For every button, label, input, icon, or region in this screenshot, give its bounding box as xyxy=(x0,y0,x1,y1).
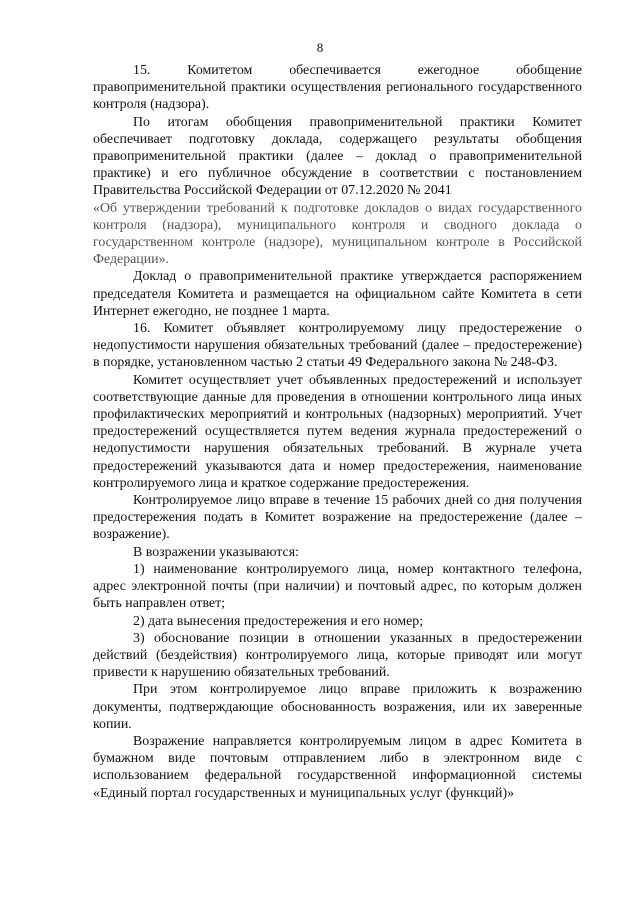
paragraph-report: По итогам обобщения правоприменительной практики Комитет обеспечивает подготовку доклада, содержащего результаты обобщения правоприменительной практики (далее – доклад о правоприменительной практике) и его публичное обсуждение в соответствии с постановлением Правительства Российской Федерации от 07.12.2020 № 2041 xyxy=(93,114,582,199)
list-item-3: 3) обоснование позиции в отношении указанных в предостережении действий (бездействия) контролируемого лица, которые приводят или могут привести к нарушению обязательных требований. xyxy=(93,630,582,681)
paragraph-attachments: При этом контролируемое лицо вправе приложить к возражению документы, подтверждающие обоснованность возражения, или их заверенные копии. xyxy=(93,682,582,732)
paragraph-objection-contents: В возражении указываются: xyxy=(133,544,299,560)
list-item-2: 2) дата вынесения предостережения и его номер; xyxy=(133,613,424,629)
paragraph-warnings-accounting: Комитет осуществляет учет объявленных предостережений и использует соответствующие данные для проведения в отношении контрольного лица иных профилактических мероприятий и контрольных (надзорных) мероприятий. Учет предостережений осуществляется путем ведения журнала предостережений о недопустимости нарушения обязательных требований. В журнале учета предостережений указываются дата и номер предостережения, наименование контролируемого лица и краткое содержание предостережения. xyxy=(93,372,582,491)
paragraph-report-approval: Доклад о правоприменительной практике утверждается распоряжением председателя Комитета и размещается на официальном сайте Комитета в сети Интернет ежегодно, не позднее 1 марта. xyxy=(93,269,582,319)
document-body xyxy=(93,62,582,802)
list-item-1: 1) наименование контролируемого лица, номер контактного телефона, адрес электронной почты (при наличии) и почтовый адрес, по которым должен быть направлен ответ; xyxy=(93,561,582,612)
paragraph-objection-submission: Возражение направляется контролируемым лицом в адрес Комитета в бумажном виде почтовым отправлением либо в электронном виде с использованием федеральной государственной информационной системы «Единый портал государственных и муниципальных услуг (функций)» xyxy=(93,733,582,801)
paragraph-16: 16. Комитет объявляет контролируемому лицу предостережение о недопустимости нарушения обязательных требований (далее – предостережение) в порядке, установленном частью 2 статьи 49 Федерального закона № 248-ФЗ. xyxy=(93,321,582,371)
paragraph-resolution-title: «Об утверждении требований к подготовке докладов о видах государственного контроля (надзора), муниципального контроля и сводного доклада о государственном контроле (надзоре), муниципальном контроле в Российской Федерации». xyxy=(93,200,582,268)
paragraph-objection-right: Контролируемое лицо вправе в течение 15 рабочих дней со дня получения предостережения подать в Комитет возражение на предостережение (далее – возражение). xyxy=(93,493,582,543)
paragraph-15: 15. Комитетом обеспечивается ежегодное обобщение правоприменительной практики осуществления регионального государственного контроля (надзора). xyxy=(93,63,582,113)
page-number: 8 xyxy=(316,40,324,55)
